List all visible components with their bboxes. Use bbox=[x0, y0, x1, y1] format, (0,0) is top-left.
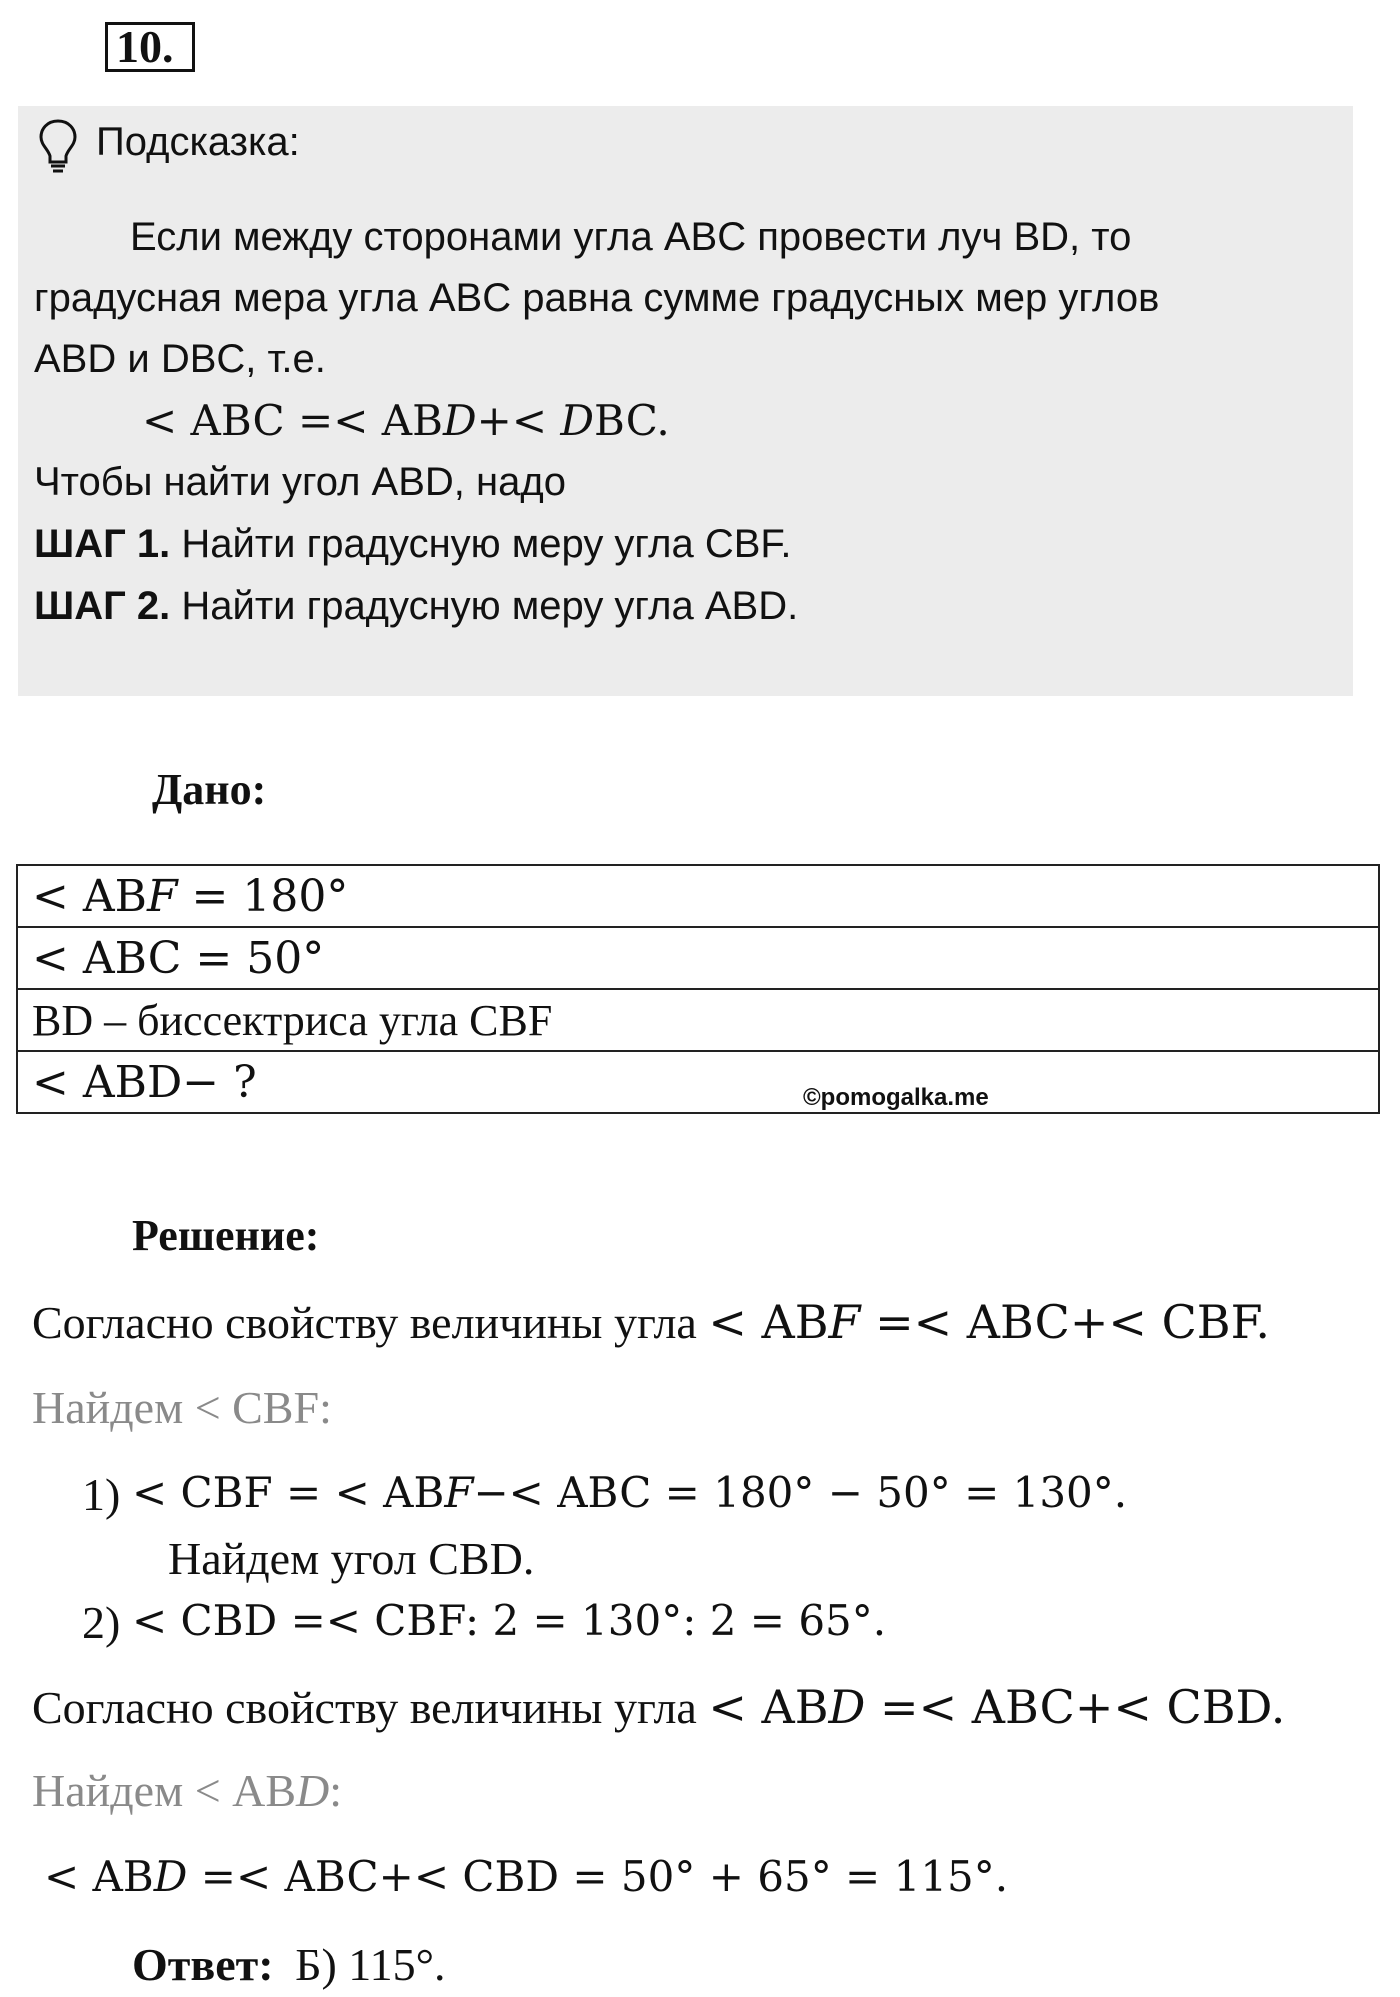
solution-step-1: < CBF = < ABF−< ABC = 180° − 50° = 130°. bbox=[132, 1468, 1128, 1517]
hint-step-2: ШАГ 2. Найти градусную меру угла ABD. bbox=[34, 584, 799, 628]
hint-title: Подсказка: bbox=[96, 120, 300, 164]
task-number: 10. bbox=[105, 22, 195, 72]
hint-paragraph-line3: ABD и DBC, т.е. bbox=[34, 337, 326, 381]
given-row-abf: < ABF = 180° bbox=[17, 865, 1379, 927]
solution-line-2: Согласно свойству величины угла < ABD =< ABC+< CBD. bbox=[32, 1680, 1286, 1734]
hint-formula: < ABC =< ABD+< DBC. bbox=[142, 396, 670, 445]
solution-line-1: Согласно свойству величины угла < ABF =< ABC+< CBF. bbox=[32, 1295, 1270, 1349]
answer bbox=[132, 1938, 445, 1991]
hint-step-1: ШАГ 1. Найти градусную меру угла CBF. bbox=[34, 522, 792, 566]
table-row bbox=[17, 1051, 1379, 1113]
hint-paragraph-line2: градусная мера угла ABC равна сумме градусных мер углов bbox=[34, 276, 1160, 320]
solution-final-equation: < ABD =< ABC+< CBD = 50° + 65° = 115°. bbox=[44, 1852, 1009, 1901]
solution-find-abd: Найдем < ABD: bbox=[32, 1765, 343, 1816]
given-table bbox=[16, 864, 1380, 1114]
given-row-question: < ABD− ? ©pomogalka.me bbox=[17, 1051, 1379, 1113]
given-title: Дано: bbox=[152, 765, 267, 814]
lightbulb-icon bbox=[38, 118, 78, 174]
table-row bbox=[17, 865, 1379, 927]
table-row bbox=[17, 927, 1379, 989]
hint-paragraph-line4: Чтобы найти угол ABD, надо bbox=[34, 460, 566, 504]
answer-label: Ответ: bbox=[132, 1939, 274, 1990]
answer-value: Б) 115°. bbox=[295, 1939, 446, 1990]
table-row bbox=[17, 989, 1379, 1051]
solution-find-cbf: Найдем < CBF: bbox=[32, 1382, 332, 1433]
hint-paragraph-line1: Если между сторонами угла ABC провести луч BD, то bbox=[130, 215, 1132, 259]
solution-title: Решение: bbox=[132, 1211, 320, 1260]
given-row-abc: < ABC = 50° bbox=[17, 927, 1379, 989]
solution-step-2-number: 2) bbox=[82, 1597, 121, 1648]
given-row-bisector: BD – биссектриса угла CBF bbox=[17, 989, 1379, 1051]
watermark: ©pomogalka.me bbox=[803, 1084, 989, 1111]
solution-step-2: < CBD =< CBF: 2 = 130°: 2 = 65°. bbox=[132, 1596, 887, 1645]
solution-step-1-number: 1) bbox=[82, 1469, 121, 1520]
solution-step-1-text: Найдем угол CBD. bbox=[168, 1533, 535, 1584]
